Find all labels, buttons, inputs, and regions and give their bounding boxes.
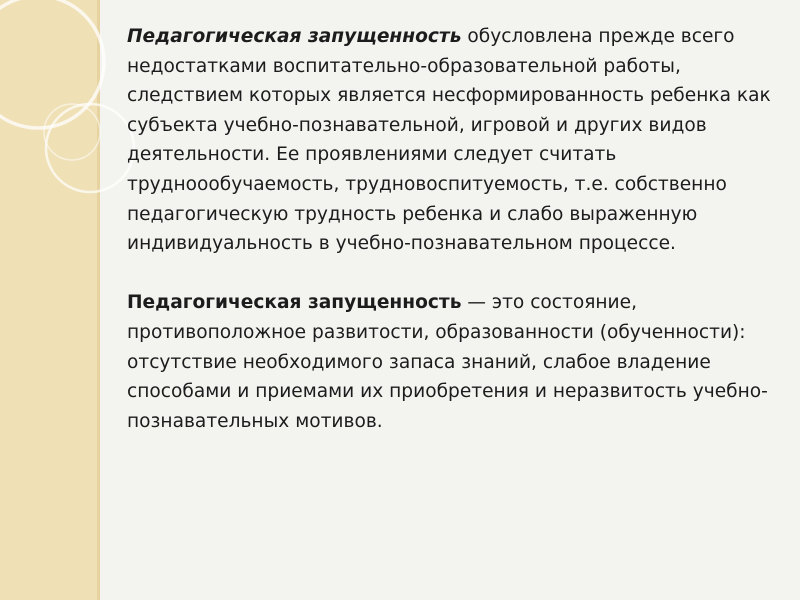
term-heading-2: Педагогическая запущенность <box>127 292 462 314</box>
circle-rings-icon <box>0 0 140 200</box>
paragraph-2-text: — это состояние, противоположное развитости, образованности (обученности): отсутствие необходимого запаса знаний, слабое владение способами и приемами их приобретения и неразвитость учебно-познавательных мотивов. <box>127 292 768 432</box>
paragraph-1-text: обусловлена прежде всего недостатками воспитательно-образовательной работы, следствием которых является несформированность ребенка как субъекта учебно-познавательной, игровой и других видов деятельности. Ее проявлениями следует считать трудноообучаемость, трудновоспитуемость, т.е. собственно педагогическую трудность ребенка и слабо выраженную индивидуальность в учебно-познавательном процессе. <box>127 26 771 255</box>
paragraph-1 <box>127 22 777 259</box>
term-heading-1: Педагогическая запущенность <box>127 26 462 47</box>
paragraph-2 <box>127 288 777 436</box>
slide-body <box>127 22 777 436</box>
